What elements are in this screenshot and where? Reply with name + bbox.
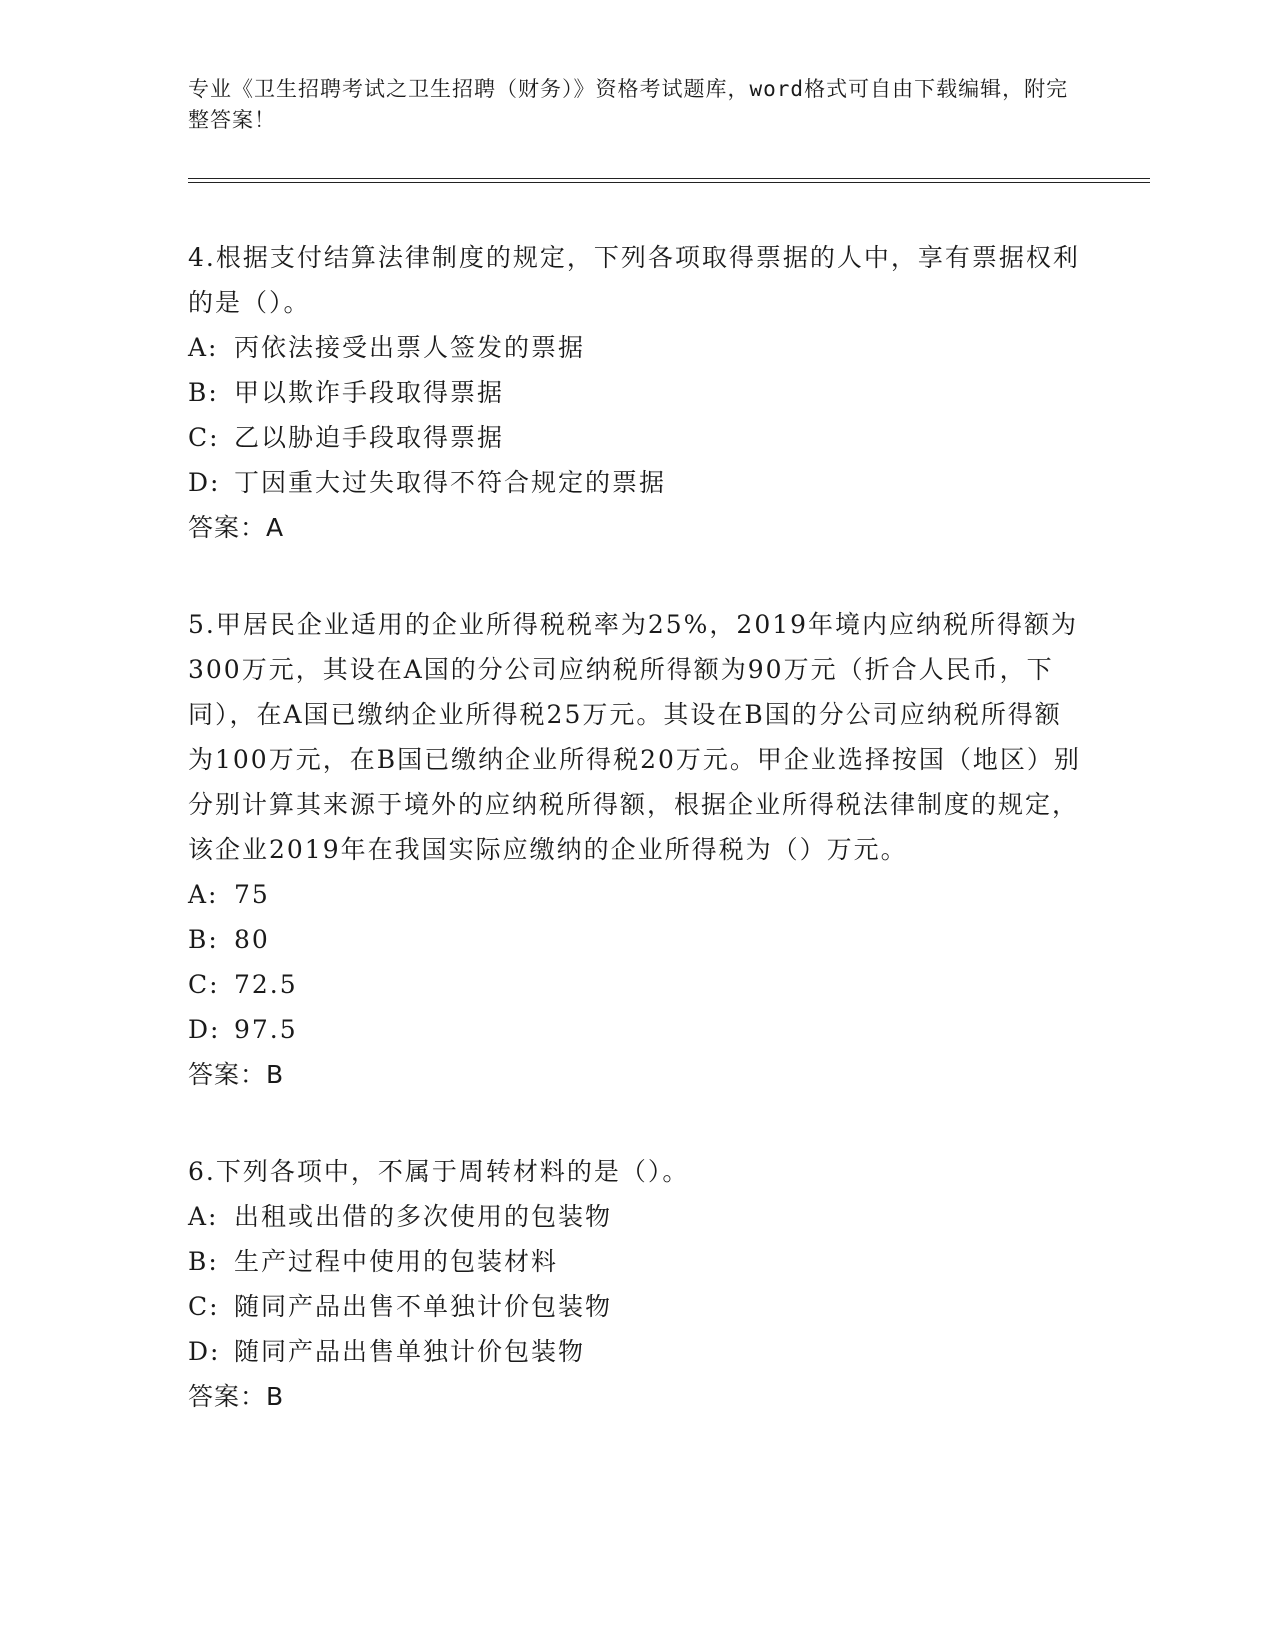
option-b xyxy=(188,917,1088,962)
question-5 xyxy=(188,602,1088,1097)
header-divider-bottom xyxy=(188,182,1150,183)
header-divider-top xyxy=(188,178,1150,179)
option-d xyxy=(188,1007,1088,1052)
option-label: A: xyxy=(188,333,219,362)
option-text: 丙依法接受出票人签发的票据 xyxy=(234,333,586,362)
option-d xyxy=(188,460,1088,505)
option-c xyxy=(188,962,1088,1007)
option-label: B: xyxy=(188,378,219,407)
option-label: B: xyxy=(188,925,219,954)
option-label: D: xyxy=(188,1015,221,1044)
question-6 xyxy=(188,1149,1088,1419)
option-text: 甲以欺诈手段取得票据 xyxy=(234,378,505,407)
option-text: 乙以胁迫手段取得票据 xyxy=(234,423,505,452)
option-a xyxy=(188,1194,1088,1239)
option-label: C: xyxy=(188,1292,220,1321)
question-4 xyxy=(188,235,1088,550)
option-text: 随同产品出售单独计价包装物 xyxy=(234,1337,586,1366)
option-label: B: xyxy=(188,1247,219,1276)
option-label: D: xyxy=(188,1337,221,1366)
answer-line: 答案：A xyxy=(188,513,285,542)
option-text: 97.5 xyxy=(234,1015,298,1044)
option-text: 生产过程中使用的包装材料 xyxy=(234,1247,559,1276)
option-text: 随同产品出售不单独计价包装物 xyxy=(234,1292,613,1321)
option-label: A: xyxy=(188,880,219,909)
question-stem: 6.下列各项中，不属于周转材料的是（）。 xyxy=(188,1157,690,1186)
option-b xyxy=(188,1239,1088,1284)
option-text: 72.5 xyxy=(234,970,298,999)
option-d xyxy=(188,1329,1088,1374)
option-text: 75 xyxy=(234,880,270,909)
option-text: 80 xyxy=(234,925,270,954)
answer-line: 答案：B xyxy=(188,1060,285,1089)
option-label: C: xyxy=(188,423,220,452)
option-a xyxy=(188,872,1088,917)
document-header xyxy=(188,74,1088,136)
option-c xyxy=(188,1284,1088,1329)
question-list xyxy=(188,235,1088,1471)
question-stem: 5.甲居民企业适用的企业所得税税率为25%，2019年境内应纳税所得额为300万元，其设在A国的分公司应纳税所得额为90万元（折合人民币，下同），在A国已缴纳企业所得税25万元。其设在B国的分公司应纳税所得额为100万元，在B国已缴纳企业所得税20万元。甲企业选择按国（地区）别分别计算其来源于境外的应纳税所得额，根据企业所得税法律制度的规定，该企业2019年在我国实际应缴纳的企业所得税为（）万元。 xyxy=(188,610,1081,864)
header-text: 专业《卫生招聘考试之卫生招聘（财务）》资格考试题库，word格式可自由下载编辑，附完整答案！ xyxy=(188,77,1069,132)
option-a xyxy=(188,325,1088,370)
option-b xyxy=(188,370,1088,415)
question-stem: 4.根据支付结算法律制度的规定，下列各项取得票据的人中，享有票据权利的是（）。 xyxy=(188,243,1080,317)
answer-line: 答案：B xyxy=(188,1382,285,1411)
option-label: C: xyxy=(188,970,220,999)
option-text: 丁因重大过失取得不符合规定的票据 xyxy=(234,468,667,497)
option-text: 出租或出借的多次使用的包装物 xyxy=(234,1202,613,1231)
option-label: D: xyxy=(188,468,221,497)
option-label: A: xyxy=(188,1202,219,1231)
option-c xyxy=(188,415,1088,460)
